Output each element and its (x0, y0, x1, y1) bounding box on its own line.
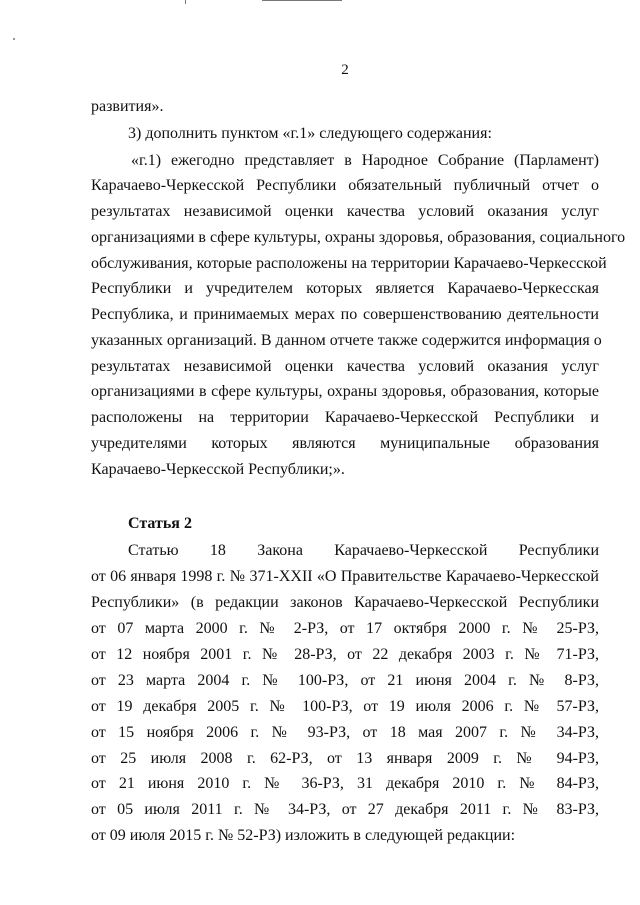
article-line: Республики» (в редакции законов Карачаево-Черкесской Республики (91, 594, 599, 611)
article-line: от 15 ноября 2006 г. № 93-РЗ, от 18 мая 2007 г. № 34-РЗ, (91, 724, 599, 741)
article-line: от 09 июля 2015 г. № 52-РЗ) изложить в следующей редакции: (91, 827, 516, 844)
article-line: от 23 марта 2004 г. № 100-РЗ, от 21 июня 2004 г. № 8-РЗ, (91, 672, 599, 689)
paragraph-line: обслуживания, которые расположены на территории Карачаево-Черкесской (91, 255, 607, 272)
scan-artifact-top (262, 0, 342, 1)
article-line: от 25 июля 2008 г. 62-РЗ, от 13 января 2009 г. № 94-РЗ, (91, 750, 599, 767)
paragraph-line: учредителями которых являются муниципальные образования (91, 435, 599, 452)
article-line: от 19 декабря 2005 г. № 100-РЗ, от 19 июля 2006 г. № 57-РЗ, (91, 698, 599, 715)
article-line: от 12 ноября 2001 г. № 28-РЗ, от 22 декабря 2003 г. № 71-РЗ, (91, 646, 599, 663)
paragraph-line: расположены на территории Карачаево-Черкесской Республики и (91, 409, 599, 426)
article-heading: Статья 2 (128, 515, 192, 532)
paragraph-line: Республика, и принимаемых мерах по совершенствованию деятельности (91, 306, 599, 323)
article-line: от 06 января 1998 г. № 371-XXII «О Правительстве Карачаево-Черкесской (91, 568, 599, 585)
scan-artifact-tick (185, 0, 186, 4)
article-line: от 21 июня 2010 г. № 36-РЗ, 31 декабря 2010 г. № 84-РЗ, (91, 775, 599, 792)
paragraph-line: указанных организаций. В данном отчете также содержится информация о (91, 332, 602, 349)
paragraph-line: результатах независимой оценки качества условий оказания услуг (91, 358, 599, 375)
paragraph-line: 3) дополнить пунктом «г.1» следующего содержания: (128, 125, 492, 142)
article-line: от 07 марта 2000 г. № 2-РЗ, от 17 октября 2000 г. № 25-РЗ, (91, 620, 599, 637)
paragraph-line: организациями в сфере культуры, охраны здоровья, образования, которые (91, 383, 599, 400)
page-number: 2 (341, 62, 349, 78)
paragraph-line: организациями в сфере культуры, охраны здоровья, образования, социального (91, 229, 626, 246)
paragraph-line: результатах независимой оценки качества условий оказания услуг (91, 203, 599, 220)
paragraph-line: развития». (91, 98, 164, 115)
scan-artifact-dot (13, 38, 15, 40)
article-line: Статью 18 Закона Карачаево-Черкесской Республики (128, 542, 599, 559)
paragraph-line: Карачаево-Черкесской Республики обязательный публичный отчет о (91, 177, 599, 194)
article-line: от 05 июля 2011 г. № 34-РЗ, от 27 декабря 2011 г. № 83-РЗ, (91, 801, 599, 818)
paragraph-line: Карачаево-Черкесской Республики;». (91, 461, 345, 478)
paragraph-line: «г.1) ежегодно представляет в Народное Собрание (Парламент) (131, 152, 599, 169)
paragraph-line: Республики и учредителем которых является Карачаево-Черкесская (91, 280, 599, 297)
